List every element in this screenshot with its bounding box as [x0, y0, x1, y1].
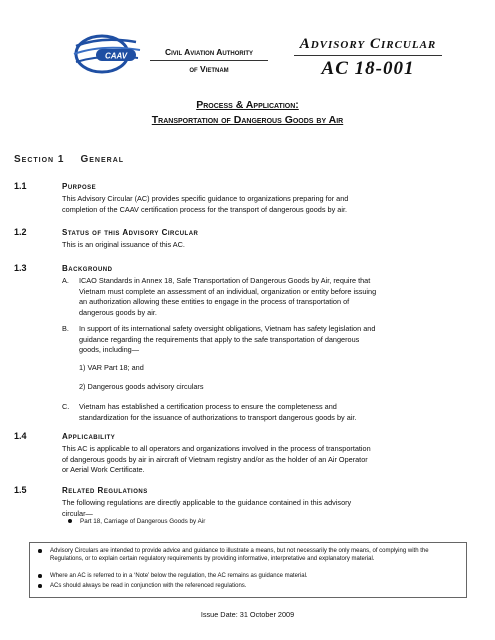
bullet-icon — [38, 549, 42, 553]
list-item-line: goods, including— — [79, 345, 140, 354]
background-item-a — [79, 276, 455, 318]
background-subitem-2: 2) Dangerous goods advisory circulars — [79, 382, 204, 391]
authority-line1: Civil Aviation Authority — [164, 47, 254, 57]
list-item-line: In support of its international safety oversight obligations, Vietnam has safety legislation and — [79, 324, 376, 333]
sub-1-4-title: Applicability — [62, 432, 116, 441]
regulation-bullet-text: Part 18, Carriage of Dangerous Goods by Air — [80, 518, 206, 525]
sub-1-4-number: 1.4 — [14, 431, 27, 441]
sub-1-1-title: Purpose — [62, 182, 97, 191]
caav-logo — [72, 32, 144, 76]
footer-note — [38, 582, 458, 590]
sub-1-2-title: Status of this Advisory Circular — [62, 228, 199, 237]
footer-note — [38, 547, 458, 563]
status-text: This is an original issuance of this AC. — [62, 240, 185, 249]
list-letter: B. — [62, 324, 69, 333]
applicability-line: of dangerous goods by air in aircraft of Vietnam registry and/or as the holder of an Air Operator — [62, 454, 368, 464]
advisory-circular-title — [288, 36, 448, 80]
list-item-line: Vietnam has established a certification process to ensure the completeness and — [79, 402, 337, 411]
applicability-line: This AC is applicable to all operators and organizations involved in the process of transportation — [62, 444, 371, 453]
sub-1-3-title: Background — [62, 264, 113, 273]
authority-line2: of Vietnam — [189, 64, 229, 74]
document-title-line1: Process & Application: — [196, 99, 299, 111]
bullet-icon — [38, 584, 42, 588]
regulations-line: The following regulations are directly applicable to the guidance contained in this advisory — [62, 498, 352, 507]
list-item-line: guidance regarding the requirements that apply to the safe transportation of dangerous — [79, 334, 360, 344]
list-item-line: an authorization allowing these entities to engage in the process of transportation of — [79, 297, 350, 306]
footer-note-text: Where an AC is referred to in a ‘Note’ below the regulation, the AC remains as guidance material. — [50, 573, 308, 579]
authority-name — [148, 44, 270, 77]
sub-1-1-number: 1.1 — [14, 181, 27, 191]
list-item-line: dangerous goods by air. — [79, 307, 157, 317]
sub-1-5-title: Related Regulations — [62, 486, 148, 495]
sub-1-5-number: 1.5 — [14, 485, 27, 495]
issue-date: Issue Date: 31 October 2009 — [200, 610, 295, 619]
section-heading — [14, 154, 124, 165]
footer-notes-box — [29, 542, 467, 598]
background-subitem-1: 1) VAR Part 18; and — [79, 363, 144, 372]
sub-1-3-number: 1.3 — [14, 263, 27, 273]
regulation-bullet-item — [68, 518, 448, 525]
background-item-c — [79, 402, 455, 423]
footer-note — [38, 572, 458, 580]
purpose-text — [62, 194, 454, 215]
purpose-line: completion of the CAAV certification process for the transport of dangerous goods by air. — [62, 204, 348, 214]
list-item-line: standardization for the issuance of authorizations to transport dangerous goods by air. — [79, 412, 357, 422]
logo-text: CAAV — [104, 51, 128, 61]
regulations-line: circular— — [62, 508, 93, 518]
section-title: General — [80, 154, 125, 165]
section-number: Section 1 — [14, 154, 65, 165]
sub-1-2-number: 1.2 — [14, 227, 27, 237]
regulations-text — [62, 498, 454, 519]
list-item-line: ICAO Standards in Annex 18, Safe Transportation of Dangerous Goods by Air, require that — [79, 276, 371, 285]
list-item-line: Vietnam must complete an assessment of an individual, organization or entity before issuing — [79, 286, 377, 296]
footer-note-text: Advisory Circulars are intended to provide advice and guidance to illustrate a means, but not necessarily the only means, of complying with the Regulations, or to explain certain regulatory requirements by providing informative, interpretative and explanatory material. — [50, 548, 429, 562]
footer-note-text: ACs should always be read in conjunction with the referenced regulations. — [50, 583, 247, 589]
background-item-b — [79, 324, 455, 356]
document-title — [60, 98, 435, 128]
list-letter: A. — [62, 276, 69, 285]
bullet-icon — [68, 519, 72, 523]
ac-label: Advisory Circular — [299, 36, 437, 52]
ac-number: AC 18-001 — [321, 58, 415, 79]
applicability-line: or Aerial Work Certificate. — [62, 465, 145, 474]
document-title-line2: Transportation of Dangerous Goods by Air — [151, 114, 344, 126]
bullet-icon — [38, 574, 42, 578]
purpose-line: This Advisory Circular (AC) provides specific guidance to organizations preparing for and — [62, 194, 349, 203]
list-letter: C. — [62, 402, 70, 411]
applicability-text — [62, 444, 454, 476]
ac-divider — [294, 55, 442, 56]
